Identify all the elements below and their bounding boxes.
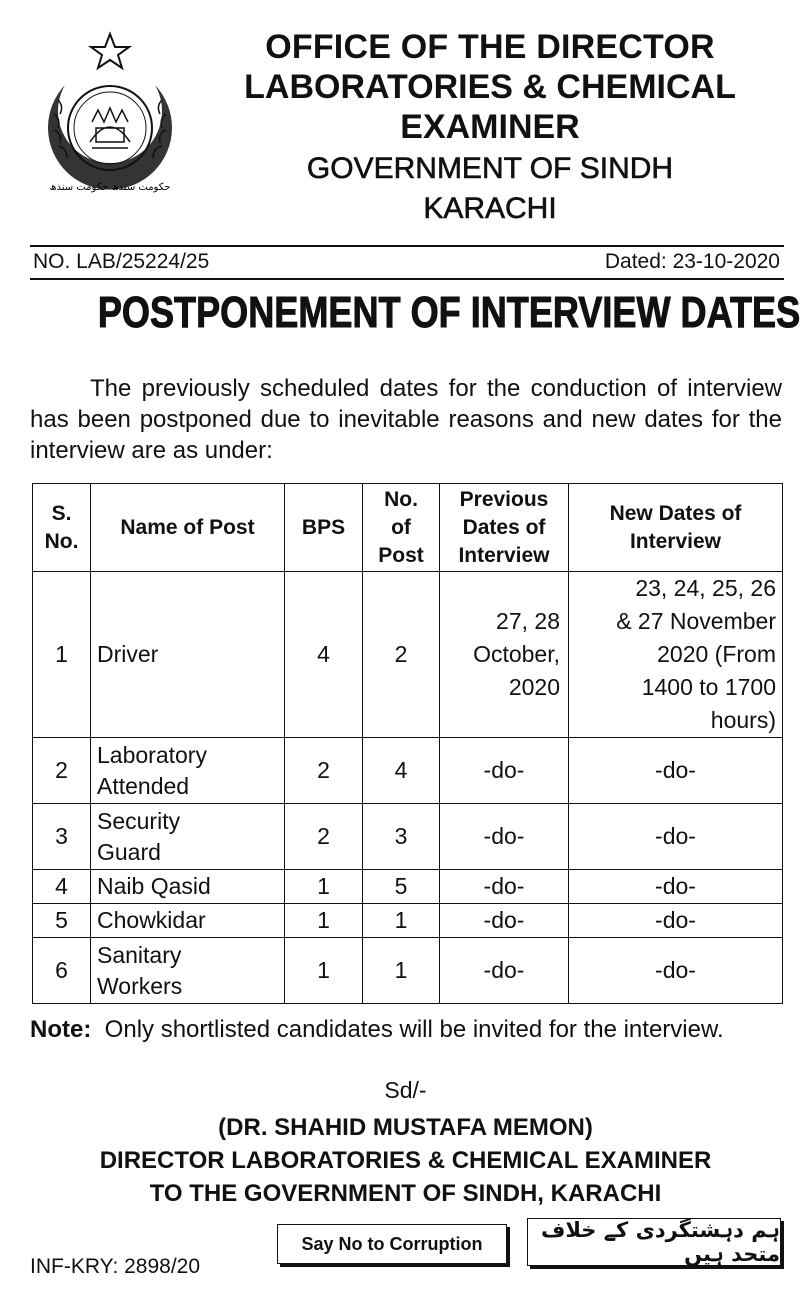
cell-post-count: 1 (363, 938, 440, 1004)
urdu-slogan-box (527, 1218, 781, 1266)
signatory-designation: DIRECTOR LABORATORIES & CHEMICAL EXAMINER (99, 1147, 712, 1174)
table-row (33, 738, 783, 804)
cell-post-count: 2 (363, 572, 440, 738)
table-row (33, 870, 783, 904)
header-new-dates: New Dates of Interview (569, 484, 783, 572)
header-line-city: KARACHI (423, 192, 557, 225)
cell-bps: 1 (285, 870, 363, 904)
cell-bps: 4 (285, 572, 363, 738)
table-header-row (33, 484, 783, 572)
reference-date: Dated: 23-10-2020 (604, 250, 780, 273)
signatory-office: TO THE GOVERNMENT OF SINDH, KARACHI (149, 1180, 662, 1207)
cell-new-dates: -do- (569, 938, 783, 1004)
note-text: Only shortlisted candidates will be invited for the interview. (104, 1016, 724, 1043)
anti-corruption-slogan-box (277, 1224, 507, 1264)
cell-post-name: Laboratory Attended (91, 738, 285, 804)
cell-new-dates: -do- (569, 804, 783, 870)
top-rule (30, 245, 784, 247)
bottom-rule (30, 278, 784, 280)
cell-serial: 6 (33, 938, 91, 1004)
cell-previous-dates: -do- (440, 870, 569, 904)
emblem-lettering: حکومت سندھ حکومت سندھ (49, 182, 171, 193)
cell-serial: 4 (33, 870, 91, 904)
cell-post-count: 5 (363, 870, 440, 904)
cell-new-dates: -do- (569, 870, 783, 904)
cell-bps: 2 (285, 738, 363, 804)
urdu-slogan: ہم دہشتگردی کے خلاف متحد ہیں (540, 1218, 780, 1266)
cell-serial: 1 (33, 572, 91, 738)
table-row (33, 904, 783, 938)
signed-mark: Sd/- (384, 1077, 427, 1103)
notice-title: POSTPONEMENT OF INTERVIEW DATES (97, 288, 801, 337)
anti-corruption-slogan: Say No to Corruption (301, 1233, 483, 1254)
header-previous-dates: Previous Dates of Interview (440, 484, 569, 572)
reference-number: NO. LAB/25224/25 (33, 250, 210, 273)
inf-reference: INF-KRY: 2898/20 (30, 1255, 201, 1278)
header-line-government: GOVERNMENT OF SINDH (306, 152, 674, 185)
cell-post-count: 1 (363, 904, 440, 938)
table-row (33, 804, 783, 870)
table-row (33, 572, 783, 738)
cell-serial: 3 (33, 804, 91, 870)
header-post-count: No. of Post (363, 484, 440, 572)
cell-new-dates: -do- (569, 904, 783, 938)
header-line-laboratories: LABORATORIES & CHEMICAL (244, 68, 736, 106)
cell-post-count: 4 (363, 738, 440, 804)
reference-row (30, 248, 784, 276)
note-paragraph (30, 1014, 782, 1046)
cell-previous-dates: -do- (440, 804, 569, 870)
cell-bps: 1 (285, 904, 363, 938)
header-serial: S. No. (33, 484, 91, 572)
intro-paragraph (30, 373, 782, 466)
table-row (33, 938, 783, 1004)
cell-post-name: Security Guard (91, 804, 285, 870)
interview-schedule-table (32, 483, 783, 1004)
cell-post-name: Naib Qasid (91, 870, 285, 904)
sindh-government-emblem (30, 30, 190, 200)
cell-bps: 1 (285, 938, 363, 1004)
cell-previous-dates: -do- (440, 904, 569, 938)
cell-previous-dates: 27, 28 October, 2020 (440, 572, 569, 738)
cell-previous-dates: -do- (440, 738, 569, 804)
intro-text: The previously scheduled dates for the conduction of interview has been postponed due to inevitable reasons and new dates for the interview are as under: (30, 375, 782, 464)
header-line-examiner: EXAMINER (400, 108, 580, 146)
note-label: Note: (30, 1016, 92, 1043)
cell-serial: 2 (33, 738, 91, 804)
cell-new-dates: 23, 24, 25, 26 & 27 November 2020 (From 1400 to 1700 hours) (569, 572, 783, 738)
cell-bps: 2 (285, 804, 363, 870)
cell-post-count: 3 (363, 804, 440, 870)
header-post-name: Name of Post (91, 484, 285, 572)
cell-post-name: Sanitary Workers (91, 938, 285, 1004)
cell-post-name: Driver (91, 572, 285, 738)
cell-previous-dates: -do- (440, 938, 569, 1004)
cell-new-dates: -do- (569, 738, 783, 804)
header-line-office: OFFICE OF THE DIRECTOR (265, 28, 715, 66)
cell-post-name: Chowkidar (91, 904, 285, 938)
header-bps: BPS (285, 484, 363, 572)
cell-serial: 5 (33, 904, 91, 938)
signatory-name: (DR. SHAHID MUSTAFA MEMON) (218, 1114, 593, 1141)
